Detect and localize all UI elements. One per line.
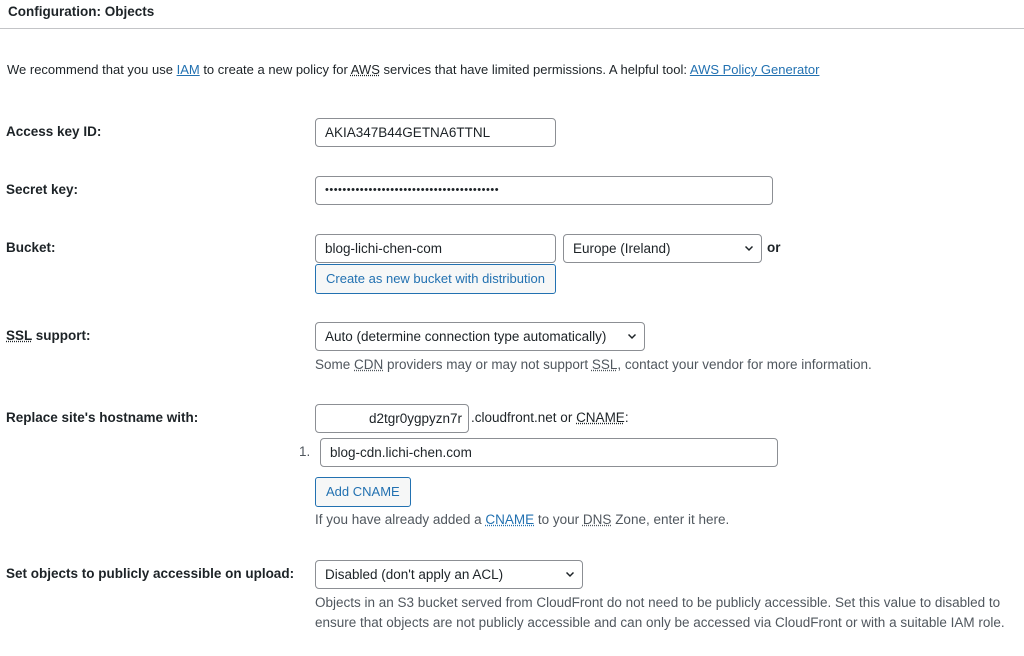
ssl-abbr: SSL [6,328,33,343]
cname-abbr: CNAME [576,410,625,425]
acl-value: Disabled (don't apply an ACL) [325,567,504,582]
ssl-support-value: Auto (determine connection type automatically) [325,329,607,344]
page-title: Configuration: Objects [8,4,155,19]
access-key-label: Access key ID: [6,124,102,139]
intro-text [7,62,819,77]
hostname-label: Replace site's hostname with: [6,410,199,425]
cname-help [315,510,729,530]
iam-link[interactable]: IAM [176,62,200,77]
cname-input[interactable]: blog-cdn.lichi-chen.com [320,438,778,467]
cloudfront-subdomain-input[interactable]: d2tgr0ygpyzn7r [315,404,469,433]
secret-key-label: Secret key: [6,182,79,197]
access-key-input[interactable]: AKIA347B44GETNA6TTNL [315,118,556,147]
chevron-down-icon [628,332,636,340]
ssl-desc-part: providers may or may not support [383,357,592,372]
intro-part: We recommend that you use [7,62,177,77]
chevron-down-icon [566,570,574,578]
ssl-support-select[interactable] [315,322,645,351]
ssl-desc-part: Some [315,357,355,372]
bucket-region-value: Europe (Ireland) [573,241,671,256]
aws-abbr: AWS [350,62,380,77]
ssl-support-label [6,328,91,343]
ssl-desc-part: , contact your vendor for more information. [617,357,872,372]
ssl-label-text: support: [32,328,91,343]
cname-index: 1. [299,444,311,459]
add-cname-button[interactable]: Add CNAME [315,477,411,507]
ssl-abbr: SSL [591,357,618,372]
acl-select[interactable] [315,560,583,589]
chevron-down-icon [745,244,753,252]
bucket-or-text: or [767,240,781,255]
cname-abbr: CNAME [485,512,535,527]
create-bucket-button[interactable]: Create as new bucket with distribution [315,264,556,294]
cloudfront-suffix [471,410,629,425]
help-part: Zone, enter it here. [611,512,730,527]
dns-abbr: DNS [582,512,612,527]
aws-policy-generator-link[interactable]: AWS Policy Generator [689,62,820,77]
help-part: to your [534,512,583,527]
bucket-input[interactable]: blog-lichi-chen-com [315,234,556,263]
secret-key-input[interactable]: •••••••••••••••••••••••••••••••••••••••• [315,176,773,205]
intro-part: to create a new policy for [199,62,351,77]
suffix-part: .cloudfront.net or [471,410,577,425]
intro-part: services that have limited permissions. A helpful tool: [379,62,690,77]
help-part: If you have already added a [315,512,486,527]
bucket-region-select[interactable] [563,234,762,263]
suffix-part: : [624,410,629,425]
acl-label: Set objects to publicly accessible on upload: [6,566,295,581]
bucket-label: Bucket: [6,240,56,255]
acl-description: Objects in an S3 bucket served from CloudFront do not need to be publicly accessible. Set this value to disabled to ensure that objects are not publicly accessible and can only be accessed via CloudFront or with a suitable IAM role. [315,595,1005,630]
ssl-description [315,355,872,375]
header-divider [0,28,1024,29]
cdn-abbr: CDN [354,357,384,372]
